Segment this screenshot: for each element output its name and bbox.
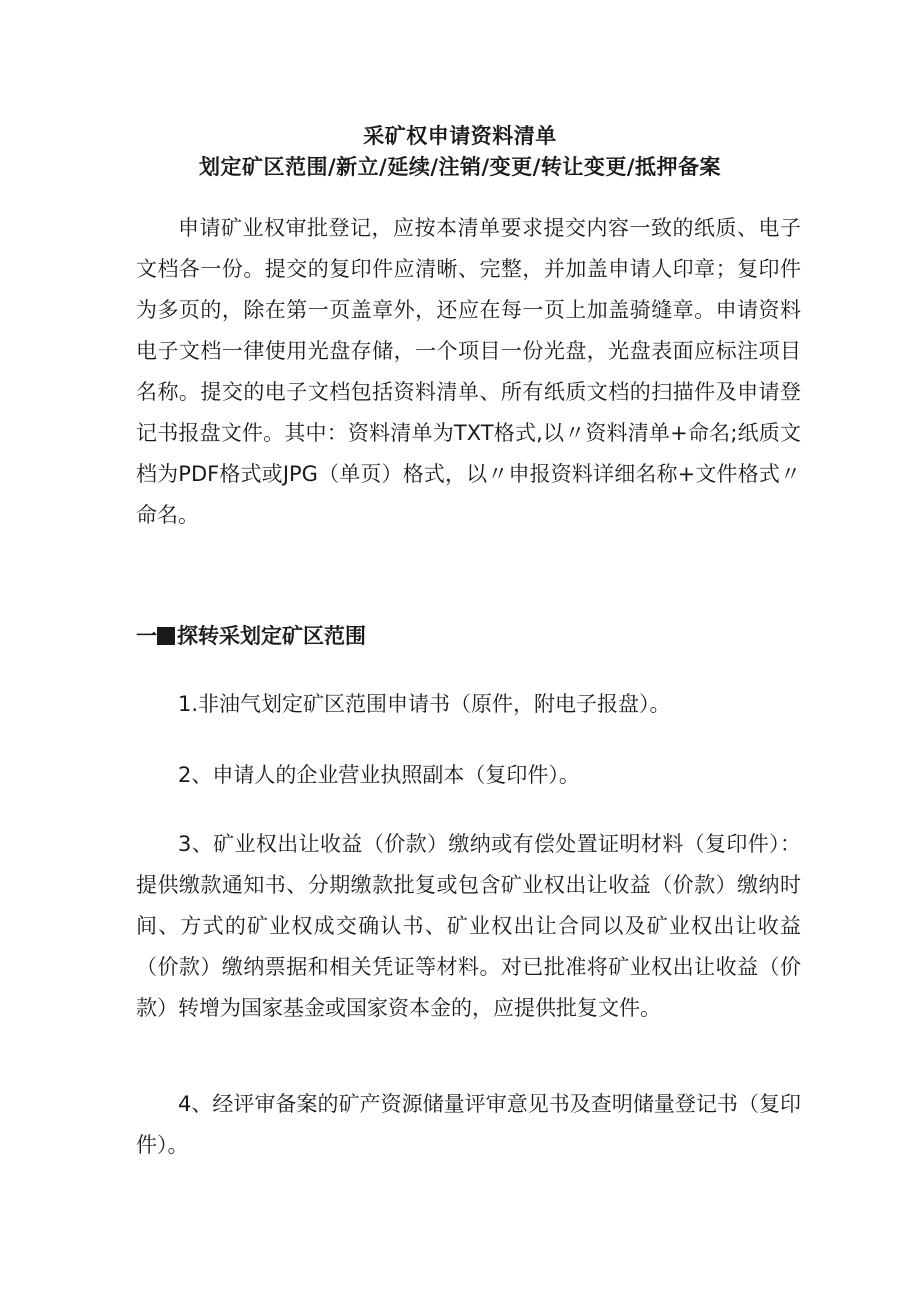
- section-heading: [136, 620, 366, 650]
- document-subtitle: 划定矿区范围/新立/延续/注销/变更/转让变更/抵押备案: [198, 155, 722, 179]
- list-item: 1.非油气划定矿区范围申请书（原件，附电子报盘）。: [178, 692, 671, 716]
- section-title: 探转采划定矿区范围: [177, 624, 366, 648]
- list-item: 2、申请人的企业营业执照副本（复印件）。: [178, 763, 580, 787]
- list-item: 4、经评审备案的矿产资源储量评审意见书及查明储量登记书（复印件）。: [136, 1092, 801, 1157]
- section-number: 一: [136, 624, 157, 648]
- square-bullet-icon: [157, 627, 175, 645]
- document-title: 采矿权申请资料清单: [363, 124, 557, 148]
- list-item: 3、矿业权出让收益（价款）缴纳或有偿处置证明材料（复印件）：提供缴款通知书、分期缴款批复或包含矿业权出让收益（价款）缴纳时间、方式的矿业权成交确认书、矿业权出让合同以及矿业权出让收益（价款）缴纳票据和相关凭证等材料。对已批准将矿业权出让收益（价款）转增为国家基金或国家资本金的，应提供批复文件。: [136, 832, 801, 1020]
- intro-paragraph: 申请矿业权审批登记，应按本清单要求提交内容一致的纸质、电子文档各一份。提交的复印件应清晰、完整，并加盖申请人印章；复印件为多页的，除在第一页盖章外，还应在每一页上加盖骑缝章。申请资料电子文档一律使用光盘存储，一个项目一份光盘，光盘表面应标注项目名称。提交的电子文档包括资料清单、所有纸质文档的扫描件及申请登记书报盘文件。其中：资料清单为TXT格式,以〃资料清单+命名;纸质文档为PDF格式或JPG（单页）格式，以〃申报资料详细名称+文件格式〃命名。: [136, 216, 801, 527]
